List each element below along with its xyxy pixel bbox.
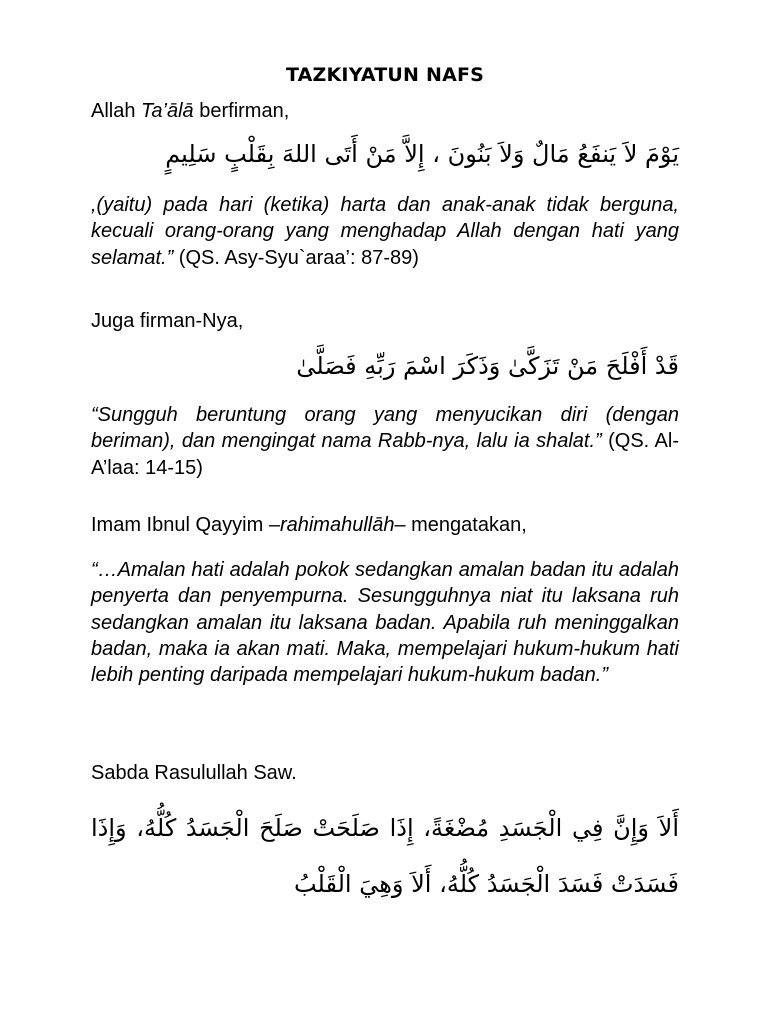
translation-1 bbox=[91, 192, 679, 271]
intro-prefix: Allah bbox=[91, 100, 142, 122]
translation-2 bbox=[91, 402, 679, 481]
translation-1-text: ,(yaitu) pada hari (ketika) harta dan anak-anak tidak berguna, kecuali orang-orang yang menghadap Allah dengan hati yang selamat.” bbox=[91, 194, 679, 269]
intro-sabda-rasulullah: Sabda Rasulullah Saw. bbox=[91, 762, 297, 784]
intro-imam-suffix: – mengatakan, bbox=[394, 514, 527, 536]
arabic-verse-1: يَوْمَ لاَ يَنفَعُ مَالٌ وَلاَ بَنُونَ ، إِلاَّ مَنْ أَتَى اللهَ بِقَلْبٍ سَلِيمٍ bbox=[165, 140, 679, 168]
document-title: TAZKIYATUN NAFS bbox=[285, 64, 485, 86]
arabic-hadith: أَلاَ وَإِنَّ فِي الْجَسَدِ مُضْغَةً، إِذَا صَلَحَتْ صَلَحَ الْجَسَدُ كُلُّهُ، وَإِذَا فَسَدَتْ فَسَدَ الْجَسَدُ كُلُّهُ، أَلاَ وَهِيَ الْقَلْبُ bbox=[91, 814, 679, 898]
intro-imam-emphasis: rahimahullāh bbox=[279, 514, 395, 536]
imam-quote: “…Amalan hati adalah pokok sedangkan amalan badan itu adalah penyerta dan penyempurna. Sesungguhnya niat itu laksana ruh sedangkan amalan itu laksana badan. Apabila ruh meninggalkan badan, maka ia akan mati. Maka, mempelajari hukum-hukum hati lebih penting daripada mempelajari hukum-hukum badan.” bbox=[91, 559, 679, 687]
intro-imam-prefix: Imam Ibnul Qayyim – bbox=[91, 514, 280, 536]
intro-suffix: berfirman, bbox=[193, 100, 290, 122]
translation-2-reference: (QS. Al-A’laa: 14-15) bbox=[91, 430, 679, 479]
intro-allah-berfirman bbox=[91, 100, 289, 123]
intro-imam-ibnul-qayyim bbox=[91, 514, 527, 537]
translation-1-reference: (QS. Asy-Syu`araa’: 87-89) bbox=[173, 246, 419, 269]
arabic-verse-2: قَدْ أَفْلَحَ مَنْ تَزَكَّىٰ وَذَكَرَ اسْمَ رَبِّهِ فَصَلَّىٰ bbox=[296, 352, 679, 380]
intro-juga-firman: Juga firman-Nya, bbox=[91, 310, 244, 332]
intro-emphasis: Ta’ālā bbox=[141, 100, 194, 122]
translation-2-text: “Sungguh beruntung orang yang menyucikan diri (dengan beriman), dan mengingat nama Rabb-nya, lalu ia shalat.” bbox=[91, 404, 679, 453]
